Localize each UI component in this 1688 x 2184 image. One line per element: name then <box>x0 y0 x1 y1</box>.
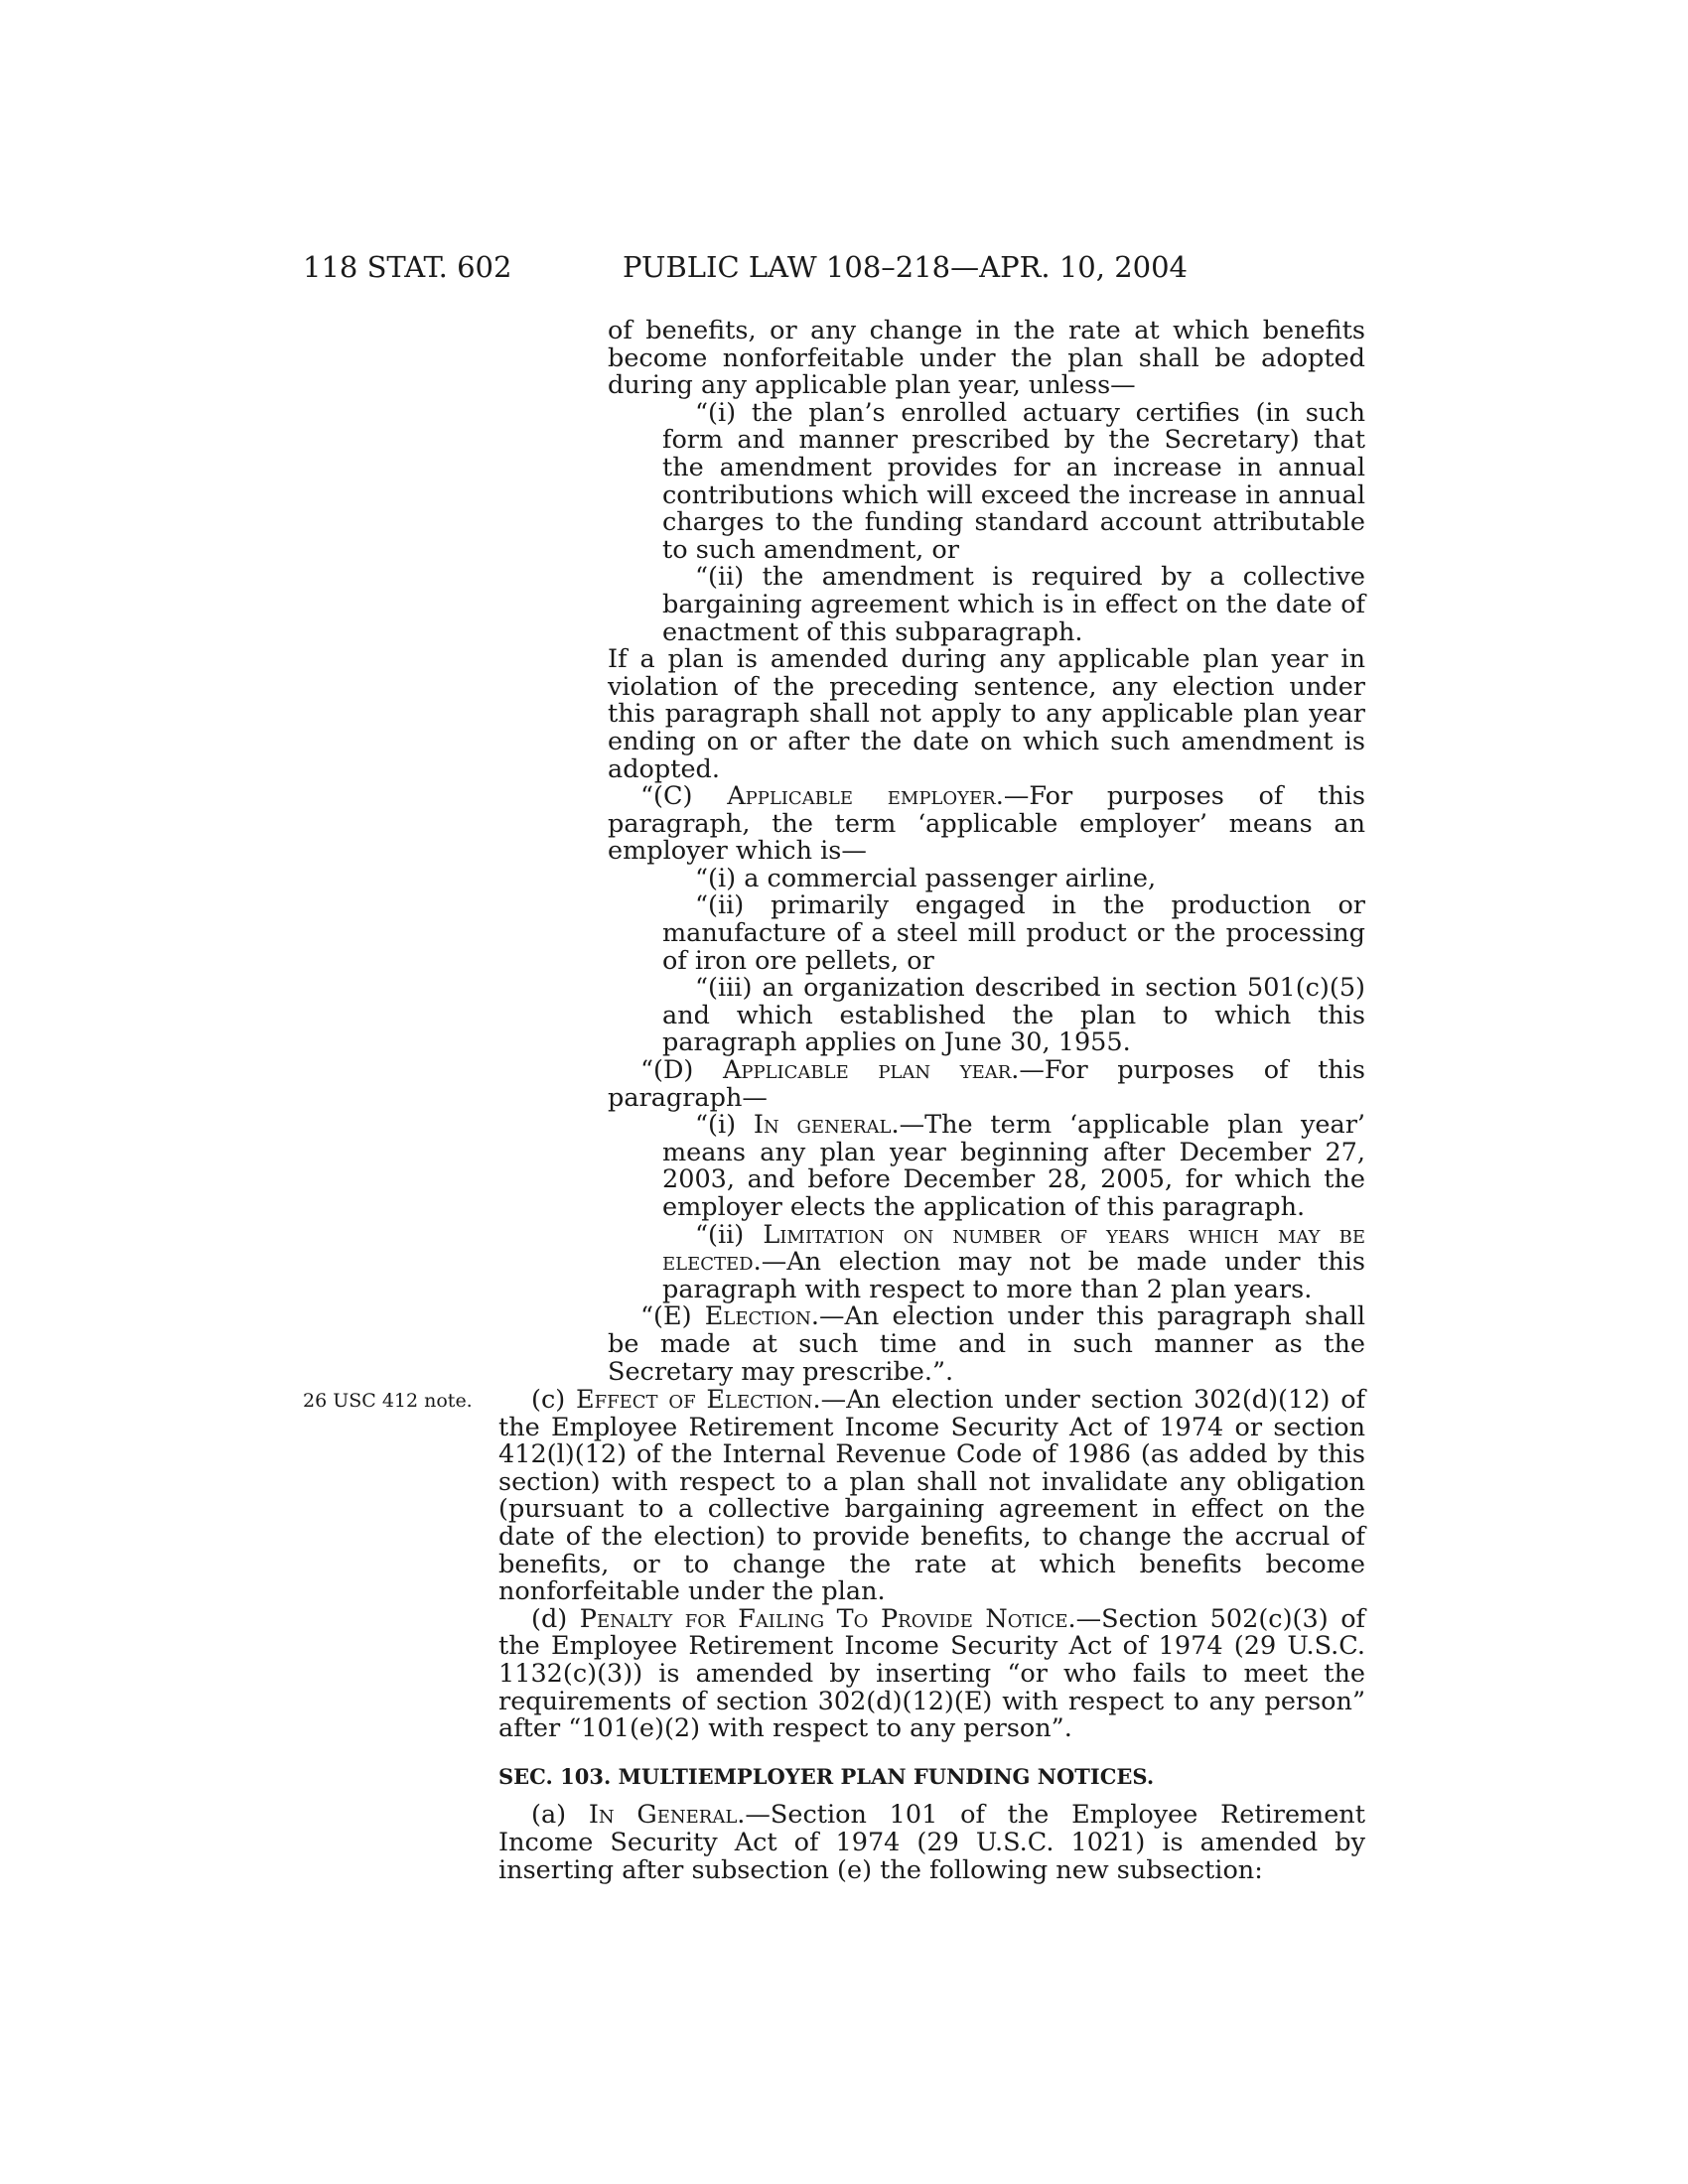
lower-text-block <box>498 1387 1365 1884</box>
clause-ii: “(ii) the amendment is required by a collective bargaining agreement which is in effect on the date of enactment of this subparagraph. <box>662 562 1365 647</box>
statute-page-number: 118 STAT. 602 <box>303 250 512 284</box>
subparagraph-c: “(C) Applicable employer.—For purposes of this paragraph, the term ‘applicable employer’ means an employer which is— <box>608 781 1365 867</box>
running-header <box>0 250 1688 290</box>
subsection-a-heading: In General. <box>588 1800 746 1831</box>
section-heading: SEC. 103. MULTIEMPLOYER PLAN FUNDING NOTICES. <box>498 1763 1155 1789</box>
upper-text-block <box>608 318 1365 1386</box>
clause-i: “(i) the plan’s enrolled actuary certifies (in such form and manner prescribed by the Secretary) that the amendment provides for an increase in annual contributions which will exceed the increase in annual charges to the funding standard account attributable to such amendment, or <box>662 397 1365 565</box>
subparagraph-e-heading: Election. <box>704 1301 819 1332</box>
clause-c-ii: “(ii) primarily engaged in the production or manufacture of a steel mill product or the processing of iron ore pellets, or <box>662 890 1365 976</box>
subsection-d: (d) Penalty for Failing To Provide Notice.—Section 502(c)(3) of the Employee Retirement Income Security Act of 1974 (29 U.S.C. 1132(c)(3)) is amended by inserting “or who fails to meet the requirements of section 302(d)(12)(E) with respect to any person” after “101(e)(2) with respect to any person”. <box>498 1603 1365 1744</box>
subparagraph-d: “(D) Applicable plan year.—For purposes of this paragraph— <box>608 1055 1365 1113</box>
clause-c-iii: “(iii) an organization described in section 501(c)(5) and which established the plan to which this paragraph applies on June 30, 1955. <box>662 973 1365 1058</box>
subsection-c-heading: Effect of Election. <box>576 1385 821 1415</box>
clause-d-ii: “(ii) Limitation on number of years which may be elected.—An election may not be made under this paragraph with respect to more than 2 plan years. <box>662 1219 1365 1304</box>
subsection-d-heading: Penalty for Failing To Provide Notice. <box>579 1603 1076 1634</box>
subparagraph-e: “(E) Election.—An election under this paragraph shall be made at such time and in such manner as the Secretary may prescribe.”. <box>608 1301 1366 1387</box>
clause-d-i-heading: In general. <box>753 1110 900 1141</box>
subparagraph-d-heading: Applicable plan year. <box>722 1055 1020 1086</box>
subsection-a: (a) In General.—Section 101 of the Employee Retirement Income Security Act of 1974 (29 U.S.C. 1021) is amended by inserting after subsection (e) the following new subsection: <box>498 1800 1365 1885</box>
margin-note: 26 USC 412 note. <box>303 1390 473 1412</box>
subparagraph-c-heading: Applicable employer. <box>727 781 1004 812</box>
clause-d-i: “(i) In general.—The term ‘applicable plan year’ means any plan year beginning after December 27, 2003, and before December 28, 2005, for which the employer elects the application of this paragraph. <box>662 1110 1365 1222</box>
clause-d-ii-heading: Limitation on number of years which may be elected. <box>662 1219 1365 1278</box>
paragraph-continuation: of benefits, or any change in the rate at which benefits become nonforfeitable under the plan shall be adopted during any applicable plan year, unless— <box>608 316 1365 401</box>
subsection-c: (c) Effect of Election.—An election under section 302(d)(12) of the Employee Retirement Income Security Act of 1974 or section 412(l)(12) of the Internal Revenue Code of 1986 (as added by this section) with respect to a plan shall not invalidate any obligation (pursuant to a collective bargaining agreement in effect on the date of the election) to provide benefits, to change the accrual of benefits, or to change the rate at which benefits become nonforfeitable under the plan. <box>498 1385 1366 1607</box>
flush-sentence: If a plan is amended during any applicable plan year in violation of the preceding sentence, any election under this paragraph shall not apply to any applicable plan year ending on or after the date on which such amendment is adopted. <box>608 644 1365 784</box>
running-title: PUBLIC LAW 108–218—APR. 10, 2004 <box>623 250 1188 284</box>
clause-c-i: “(i) a commercial passenger airline, <box>695 863 1157 893</box>
